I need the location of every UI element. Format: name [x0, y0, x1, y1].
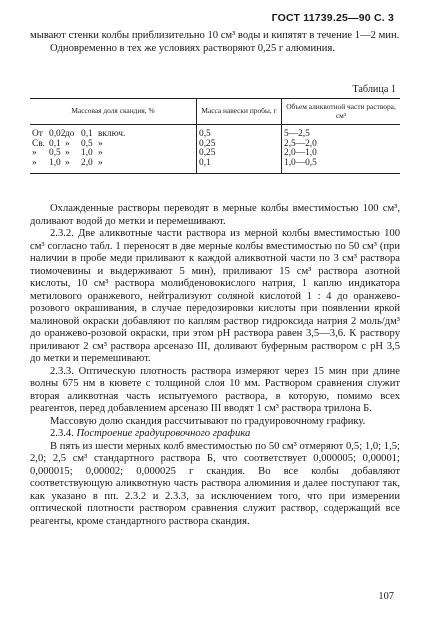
volume-cell: 2,5—2,0	[282, 140, 401, 150]
table-header-row	[30, 99, 400, 125]
intro-line-2: Одновременно в тех же условиях растворяют 0,25 г алюминия.	[50, 42, 335, 54]
range-suffix: »	[98, 138, 103, 149]
intro-text	[30, 30, 400, 55]
paragraph-mass-fraction: Массовую долю скандия рассчитывают по градуировочному графику.	[50, 415, 366, 427]
paragraph-cooled-solutions: Охлажденные растворы переводят в мерные колбы вместимостью 100 см³, доливают водой до метки и перемешивают.	[30, 203, 400, 227]
range-prefix: Св.	[32, 138, 46, 149]
table-row	[30, 125, 400, 140]
paragraph-2-3-3: 2.3.3. Оптическую плотность раствора измеряют через 15 мин при длине волны 675 нм в кювете с толщиной слоя 10 мм. Раствором сравнения служит вторая аликвотная часть испытуемого раствора, в которую, помимо всех реагентов, перед добавлением арсеназо III вводят 1 см³ раствора трилона Б.	[30, 365, 400, 414]
range-from: 0,1	[49, 138, 61, 149]
section-title: Построение градуировочного графика	[76, 428, 251, 439]
paragraph-calibration: В пять из шести мерных колб вместимостью по 50 см³ отмеряют 0,5; 1,0; 1,5; 2,0; 2,5 см³ стандартного раствора Б, что соответствует 0,000005; 0,00001; 0,000015; 0,00002; 0,000025 г скандия. Во все колбы добавляют соответствующую аликвотную часть раствора алюминия и далее поступают так, как указано в пп. 2.3.2 и 2.3.3, за исключением того, что при измерении оптической плотности раствором сравнения служит раствор, содержащий все реагенты, кроме стандартного раствора скандия.	[30, 440, 400, 527]
range-suffix: »	[98, 148, 103, 159]
scandium-table	[30, 98, 400, 174]
header-sample-mass: Масса навески пробы, г	[197, 99, 282, 125]
volume-cell: 1,0—0,5	[282, 159, 401, 173]
section-heading	[30, 428, 400, 441]
mass-cell: 0,1	[197, 159, 282, 173]
header-aliquot-volume: Объем аликвотной части раствора, см³	[282, 99, 401, 125]
mass-cell: 0,25	[197, 140, 282, 150]
range-suffix: »	[98, 157, 103, 168]
range-mid: »	[65, 148, 70, 159]
range-suffix: включ.	[98, 129, 126, 140]
range-mid: до	[65, 129, 75, 140]
range-to: 0,1	[81, 129, 93, 140]
range-to: 0,5	[81, 138, 93, 149]
range-prefix: »	[32, 157, 37, 168]
page-header: ГОСТ 11739.25—90 С. 3	[271, 12, 394, 24]
volume-cell: 5—2,5	[282, 125, 401, 140]
range-mid: »	[65, 157, 70, 168]
range-from: 1,0	[49, 157, 61, 168]
range-to: 1,0	[81, 148, 93, 159]
paragraph-2-3-2: 2.3.2. Две аликвотные части раствора из мерной колбы вместимостью 100 см³ согласно табл. 1 переносят в две мерные колбы вместимостью по 50 см³ (при наличии в пробе меди приливают к каждой аликвотной части по 3 см³ раствора тиомочевины и выдерживают 5 мин), приливают 15 см³ раствора азотной кислоты, 10 см³ раствора молибденовокислого натрия, 1 каплю индикатора метилового оранжевого, нейтрализуют соляной кислотой 1 : 4 до оранжево-розового окрашивания, в случае передозировки кислоты при появлении яркой малиновой окраски добавляют по каплям раствор гидроксида натрия 2 моль/дм³ до оранжево-розовой окраски, при этом рН раствора равен 3,5—3,6. К раствору приливают 2 см³ раствора арсеназо III, доливают буферным раствором с рН 3,5 до метки и перемешивают.	[30, 228, 400, 364]
header-scandium-fraction: Массовая доля скандия, %	[30, 99, 197, 125]
range-cell	[32, 159, 194, 169]
intro-line-1: мывают стенки колбы приблизительно 10 см³ воды и кипятят в течение 1—2 мин.	[30, 30, 400, 41]
range-from: 0,5	[49, 148, 61, 159]
body-text	[30, 203, 400, 528]
range-prefix: От	[32, 129, 43, 140]
mass-cell: 0,5	[197, 125, 282, 140]
range-to: 2,0	[81, 157, 93, 168]
table-caption: Таблица 1	[352, 84, 396, 95]
range-mid: »	[65, 138, 70, 149]
table-row	[30, 159, 400, 173]
range-from: 0,02	[49, 129, 66, 140]
mass-cell: 0,25	[197, 149, 282, 159]
volume-cell: 2,0—1,0	[282, 149, 401, 159]
section-number: 2.3.4.	[50, 428, 74, 439]
range-prefix: »	[32, 148, 37, 159]
page-number: 107	[378, 591, 394, 602]
